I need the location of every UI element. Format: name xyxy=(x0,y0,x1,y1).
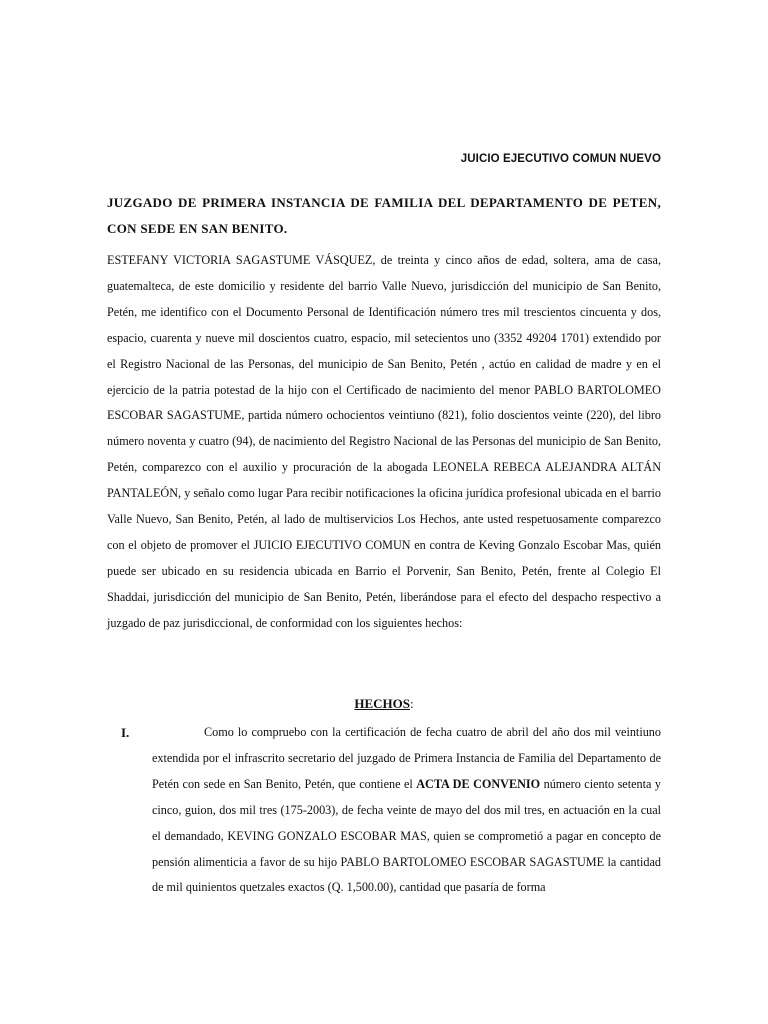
petition-paragraph: ESTEFANY VICTORIA SAGASTUME VÁSQUEZ, de treinta y cinco años de edad, soltera, ama de casa, guatemalteca, de este domicilio y residente del barrio Valle Nuevo, jurisdicción del municipio de San Benito, Petén, me identifico con el Documento Personal de Identificación número tres mil trescientos cincuenta y dos, espacio, cuarenta y nueve mil doscientos cuatro, espacio, mil setecientos uno (3352 49204 1701) extendido por el Registro Nacional de las Personas, del municipio de San Benito, Petén , actúo en calidad de madre y en el ejercicio de la patria potestad de la hijo con el Certificado de nacimiento del menor PABLO BARTOLOMEO ESCOBAR SAGASTUME, partida número ochocientos veintiuno (821), folio doscientos veinte (220), del libro número noventa y cuatro (94), de nacimiento del Registro Nacional de las Personas del municipio de San Benito, Petén, comparezco con el auxilio y procuración de la abogada LEONELA REBECA ALEJANDRA ALTÁN PANTALEÓN, y señalo como lugar Para recibir notificaciones la oficina jurídica profesional ubicada en el barrio Valle Nuevo, San Benito, Petén, al lado de multiservicios Los Hechos, ante usted respetuosamente comparezco con el objeto de promover el JUICIO EJECUTIVO COMUN en contra de Keving Gonzalo Escobar Mas, quién puede ser ubicado en su residencia ubicada en Barrio el Porvenir, San Benito, Petén, frente al Colegio El Shaddai, jurisdicción del municipio de San Benito, Petén, liberándose para el efecto del despacho respectivo a juzgado de paz jurisdiccional, de conformidad con los siguientes hechos: xyxy=(107,253,661,630)
section-heading-label: HECHOS xyxy=(354,696,410,711)
section-heading-colon: : xyxy=(410,696,414,711)
case-title: JUICIO EJECUTIVO COMUN NUEVO xyxy=(460,153,661,165)
court-heading: JUZGADO DE PRIMERA INSTANCIA DE FAMILIA DEL DEPARTAMENTO DE PETEN, CON SEDE EN SAN BENITO. xyxy=(107,195,661,236)
fact-paragraph xyxy=(152,720,661,901)
fact-bold-text: ACTA DE CONVENIO xyxy=(416,776,541,791)
fact-text-part1: Como lo compruebo con la certificación de fecha cuatro de abril del año dos mil veintiuno extendida por el infrascrito secretario del juzgado de Primera Instancia de Familia del Departamento de Petén con sede en San Benito, Petén, que contiene el xyxy=(152,725,661,791)
section-heading xyxy=(107,694,661,714)
fact-text-part2: número ciento setenta y cinco, guion, dos mil tres (175-2003), de fecha veinte de mayo del dos mil tres, en actuación en la cual el demandado, KEVING GONZALO ESCOBAR MAS, quien se comprometió a pagar en concepto de pensión alimenticia a favor de su hijo PABLO BARTOLOMEO ESCOBAR SAGASTUME la cantidad de mil quinientos quetzales exactos (Q. 1,500.00), cantidad que pasaría de forma xyxy=(152,776,661,895)
fact-numeral: I. xyxy=(121,725,130,740)
